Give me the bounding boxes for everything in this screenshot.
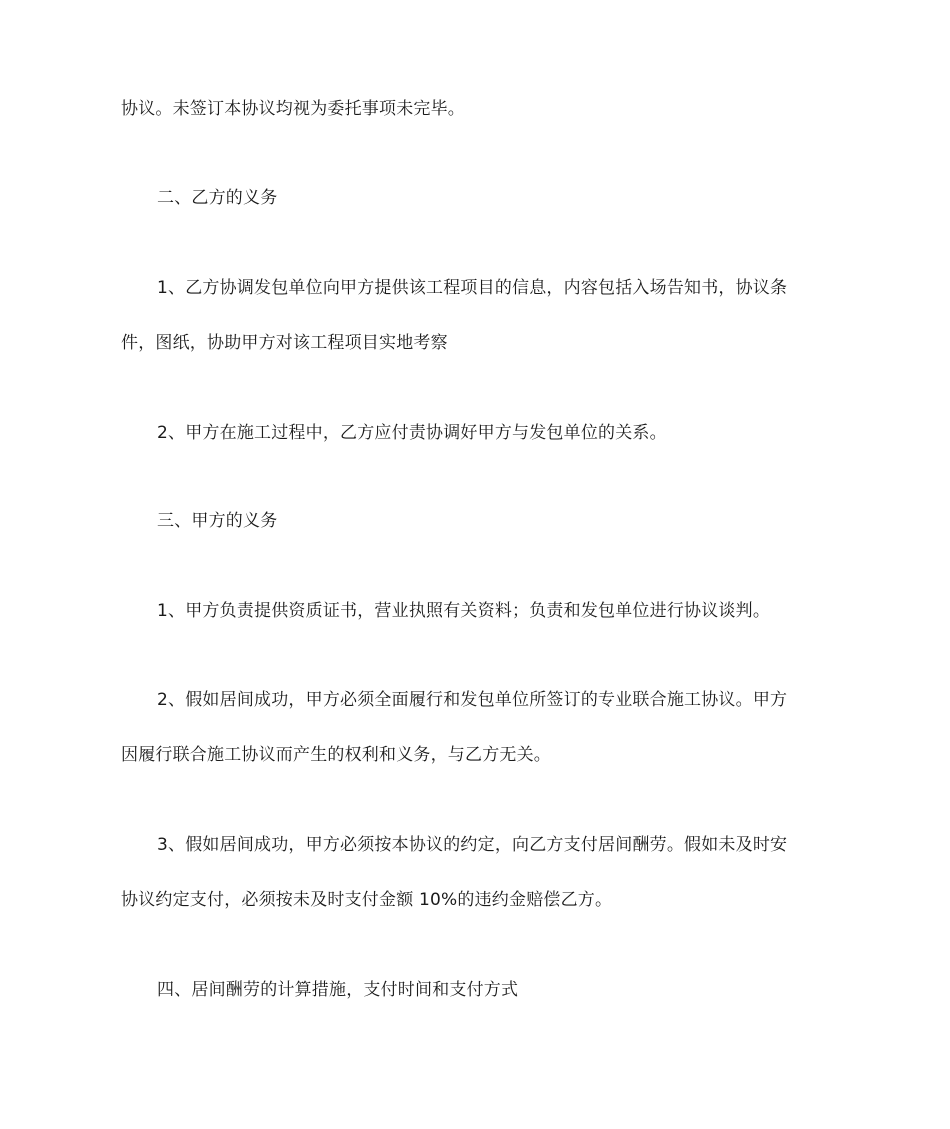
clause-3-2-line-2: 因履行联合施工协议而产生的权利和义务，与乙方无关。 xyxy=(121,745,551,765)
clause-3-2-line-1: 2、假如居间成功，甲方必须全面履行和发包单位所签订的专业联合施工协议。甲方 xyxy=(157,690,788,710)
clause-2-1-line-2: 件，图纸，协助甲方对该工程项目实地考察 xyxy=(121,333,448,353)
paragraph-continuation: 协议。未签订本协议均视为委托事项未完毕。 xyxy=(121,99,465,119)
clause-3-3-line-2: 协议约定支付，必须按未及时支付金额 10%的违约金赔偿乙方。 xyxy=(121,890,613,910)
clause-2-2: 2、甲方在施工过程中，乙方应付责协调好甲方与发包单位的关系。 xyxy=(157,423,667,443)
section-heading-2: 二、乙方的义务 xyxy=(157,188,278,208)
clause-3-3-line-1: 3、假如居间成功，甲方必须按本协议的约定，向乙方支付居间酬劳。假如未及时安 xyxy=(157,835,788,855)
clause-3-1: 1、甲方负责提供资质证书，营业执照有关资料；负责和发包单位进行协议谈判。 xyxy=(157,601,771,621)
clause-2-1-line-1: 1、乙方协调发包单位向甲方提供该工程项目的信息，内容包括入场告知书，协议条 xyxy=(157,278,788,298)
section-heading-4: 四、居间酬劳的计算措施，支付时间和支付方式 xyxy=(157,980,519,1000)
section-heading-3: 三、甲方的义务 xyxy=(157,511,278,531)
